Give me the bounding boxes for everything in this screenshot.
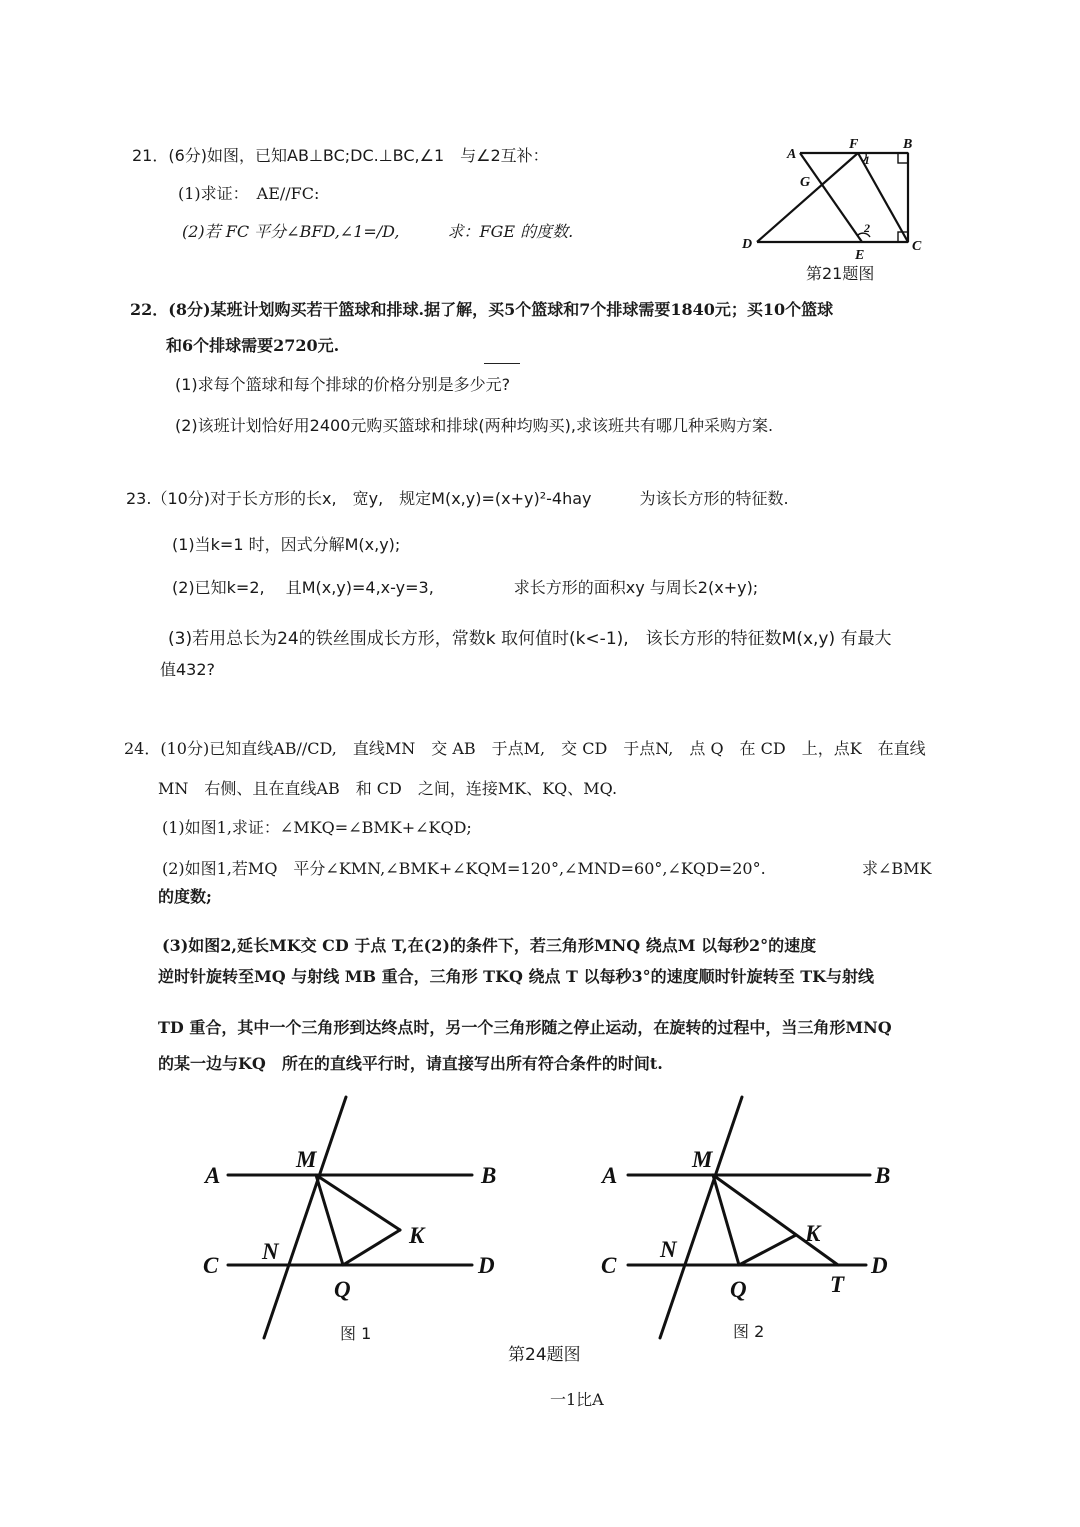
q23-part2: (2)已知k=2, 且M(x,y)=4,x-y=3, 求长方形的面积xy 与周长2(x+y); bbox=[172, 578, 759, 597]
q22-part1: (1)求每个篮球和每个排球的价格分别是多少元? bbox=[175, 375, 511, 394]
q21-part1: (1)求证： AE//FC: bbox=[178, 184, 320, 203]
fig1-label-d: D bbox=[478, 1253, 495, 1278]
q22-part2: (2)该班计划恰好用2400元购买篮球和排球(两种均购买),求该班共有哪几种采购方案. bbox=[175, 416, 774, 435]
q24-part2-line1: (2)如图1,若MQ 平分∠KMN,∠BMK+∠KQM=120°,∠MND=60°,∠KQD=20°. bbox=[162, 859, 766, 878]
q24-figure-caption: 第24题图 bbox=[508, 1345, 581, 1365]
fig2-label-t: T bbox=[830, 1272, 845, 1297]
q21-figure-caption: 第21题图 bbox=[806, 264, 875, 283]
q23-part1: (1)当k=1 时，因式分解M(x,y); bbox=[172, 535, 401, 554]
fig1-label-m: M bbox=[296, 1147, 317, 1172]
fig2-seg-mt bbox=[713, 1175, 838, 1265]
page-footer: 一1比A bbox=[550, 1390, 604, 1409]
q21-label-d: D bbox=[742, 237, 753, 252]
q21-right-angle-b bbox=[898, 153, 908, 163]
q21-line-fd bbox=[757, 153, 858, 242]
q24-fig2-caption: 图 2 bbox=[733, 1322, 765, 1341]
fig2-label-b: B bbox=[875, 1163, 891, 1188]
q24-part1: (1)如图1,求证：∠MKQ=∠BMK+∠KQD; bbox=[162, 818, 472, 837]
q21-label-1: 1 bbox=[864, 153, 870, 167]
q21-figure bbox=[735, 130, 935, 265]
q21-part2: (2)若 FC 平分∠BFD,∠1=/D, 求：FGE 的度数. bbox=[182, 222, 574, 241]
fig1-label-k: K bbox=[409, 1223, 425, 1248]
q21-label-c: C bbox=[912, 239, 922, 254]
q21-label-f: F bbox=[849, 137, 859, 152]
q21-label-e: E bbox=[855, 248, 865, 263]
fig2-label-d: D bbox=[871, 1253, 888, 1278]
q24-figure-2 bbox=[595, 1090, 915, 1350]
q24-part3-line4: 的某一边与KQ 所在的直线平行时，请直接写出所有符合条件的时间t. bbox=[158, 1054, 663, 1073]
fig2-label-n: N bbox=[660, 1237, 677, 1262]
fig2-label-q: Q bbox=[730, 1277, 747, 1302]
q24-part3-line1: (3)如图2,延长MK交 CD 于点 T,在(2)的条件下，若三角形MNQ 绕点M 以每秒2°的速度 bbox=[162, 936, 817, 955]
q24-header-line1: 24．(10分)已知直线AB//CD, 直线MN 交 AB 于点M, 交 CD 于点N, 点 Q 在 CD 上，点K 在直线 bbox=[124, 739, 926, 758]
q24-fig1-caption: 图 1 bbox=[340, 1324, 372, 1343]
fig2-seg-kq bbox=[739, 1235, 796, 1265]
q21-label-2: 2 bbox=[864, 221, 870, 235]
fig1-label-b: B bbox=[481, 1163, 497, 1188]
fig1-label-q: Q bbox=[334, 1277, 351, 1302]
q24-part2-line2: 的度数; bbox=[158, 887, 212, 906]
fig2-seg-mq bbox=[713, 1175, 739, 1265]
q22-header-line1: 22．(8分)某班计划购买若干篮球和排球.据了解，买5个篮球和7个排球需要1840元；买10个篮球 bbox=[130, 300, 834, 319]
q21-label-b: B bbox=[903, 137, 913, 152]
q21-line-ae bbox=[800, 153, 862, 242]
q21-header: 21．(6分)如图，已知AB⊥BC;DC.⊥BC,∠1 与∠2互补： bbox=[132, 146, 549, 165]
q21-label-g: G bbox=[800, 175, 811, 190]
q24-figure-1 bbox=[195, 1090, 515, 1350]
fig1-label-n: N bbox=[262, 1239, 279, 1264]
q24-part3-line2: 逆时针旋转至MQ 与射线 MB 重合，三角形 TKQ 绕点 T 以每秒3°的速度顺时针旋转至 TK与射线 bbox=[158, 967, 875, 986]
fig1-seg-kq bbox=[343, 1230, 400, 1265]
q23-part3-line2: 值432? bbox=[160, 660, 216, 679]
fig2-label-k: K bbox=[805, 1221, 821, 1246]
q24-header-line2: MN 右侧、且在直线AB 和 CD 之间，连接MK、KQ、MQ. bbox=[158, 779, 618, 798]
q22-header-line2: 和6个排球需要2720元. bbox=[166, 336, 340, 355]
q23-part3-line1: (3)若用总长为24的铁丝围成长方形，常数k 取何值时(k<-1), 该长方形的特征数M(x,y) 有最大 bbox=[168, 629, 892, 649]
q24-part3-line3: TD 重合，其中一个三角形到达终点时，另一个三角形随之停止运动，在旋转的过程中，当三角形MNQ bbox=[158, 1018, 892, 1037]
fig2-label-a: A bbox=[602, 1163, 618, 1188]
fig1-label-c: C bbox=[203, 1253, 219, 1278]
fig1-label-a: A bbox=[205, 1163, 221, 1188]
q21-label-a: A bbox=[787, 147, 797, 162]
q24-part2-tail: 求∠BMK bbox=[862, 859, 932, 878]
fig2-label-c: C bbox=[601, 1253, 617, 1278]
fig2-label-m: M bbox=[692, 1147, 713, 1172]
q23-header: 23.（10分)对于长方形的长x, 宽y, 规定M(x,y)=(x+y)²-4hay 为该长方形的特征数. bbox=[126, 489, 789, 508]
answer-blank-rule bbox=[484, 363, 520, 364]
